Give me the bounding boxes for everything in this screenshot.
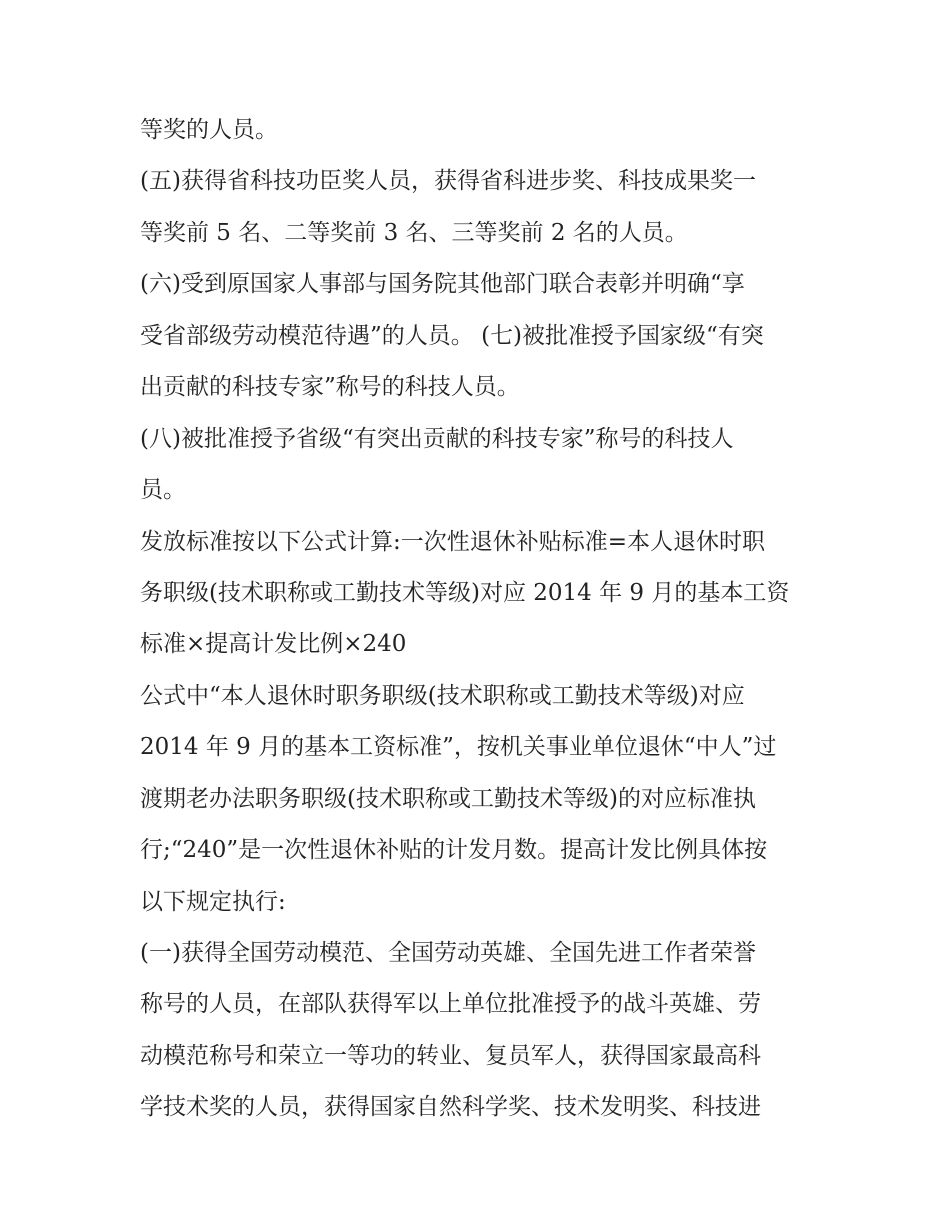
text-line-8: 员。 (140, 477, 186, 504)
text-line-3: 等奖前 5 名、二等奖前 3 名、三等奖前 2 名的人员。 (140, 219, 688, 246)
text-line-14: 渡期老办法职务职级(技术职称或工勤技术等级)的对应标准执 (140, 785, 756, 812)
text-line-15: 行;“240”是一次性退休补贴的计发月数。提高计发比例具体按 (140, 837, 768, 864)
text-line-7: (八)被批准授予省级“有突出贡献的科技专家”称号的科技人 (140, 425, 734, 452)
text-line-12: 公式中“本人退休时职务职级(技术职称或工勤技术等级)对应 (140, 682, 745, 709)
text-line-13: 2014 年 9 月的基本工资标准”，按机关事业单位退休“中人”过 (140, 734, 777, 761)
text-line-20: 学技术奖的人员，获得国家自然科学奖、技术发明奖、科技进 (140, 1094, 761, 1121)
text-line-4: (六)受到原国家人事部与国务院其他部门联合表彰并明确“享 (140, 271, 745, 298)
text-line-1: 等奖的人员。 (140, 117, 278, 143)
text-line-9: 发放标准按以下公式计算:一次性退休补贴标准=本人退休时职 (140, 528, 766, 555)
text-line-5: 受省部级劳动模范待遇”的人员。 (七)被批准授予国家级“有突 (140, 322, 764, 349)
text-line-16: 以下规定执行: (140, 888, 286, 915)
text-line-2: (五)获得省科技功臣奖人员，获得省科进步奖、科技成果奖一 (140, 168, 756, 195)
text-line-10: 务职级(技术职称或工勤技术等级)对应 2014 年 9 月的基本工资 (140, 579, 790, 606)
text-line-6: 出贡献的科技专家”称号的科技人员。 (140, 374, 520, 401)
text-line-18: 称号的人员，在部队获得军以上单位批准授予的战斗英雄、劳 (140, 991, 761, 1018)
body-text (140, 108, 830, 1137)
text-line-11: 标准×提高计发比例×240 (140, 631, 407, 658)
text-line-19: 动模范称号和荣立一等功的转业、复员军人，获得国家最高科 (140, 1042, 761, 1069)
text-line-17: (一)获得全国劳动模范、全国劳动英雄、全国先进工作者荣誉 (140, 940, 756, 966)
